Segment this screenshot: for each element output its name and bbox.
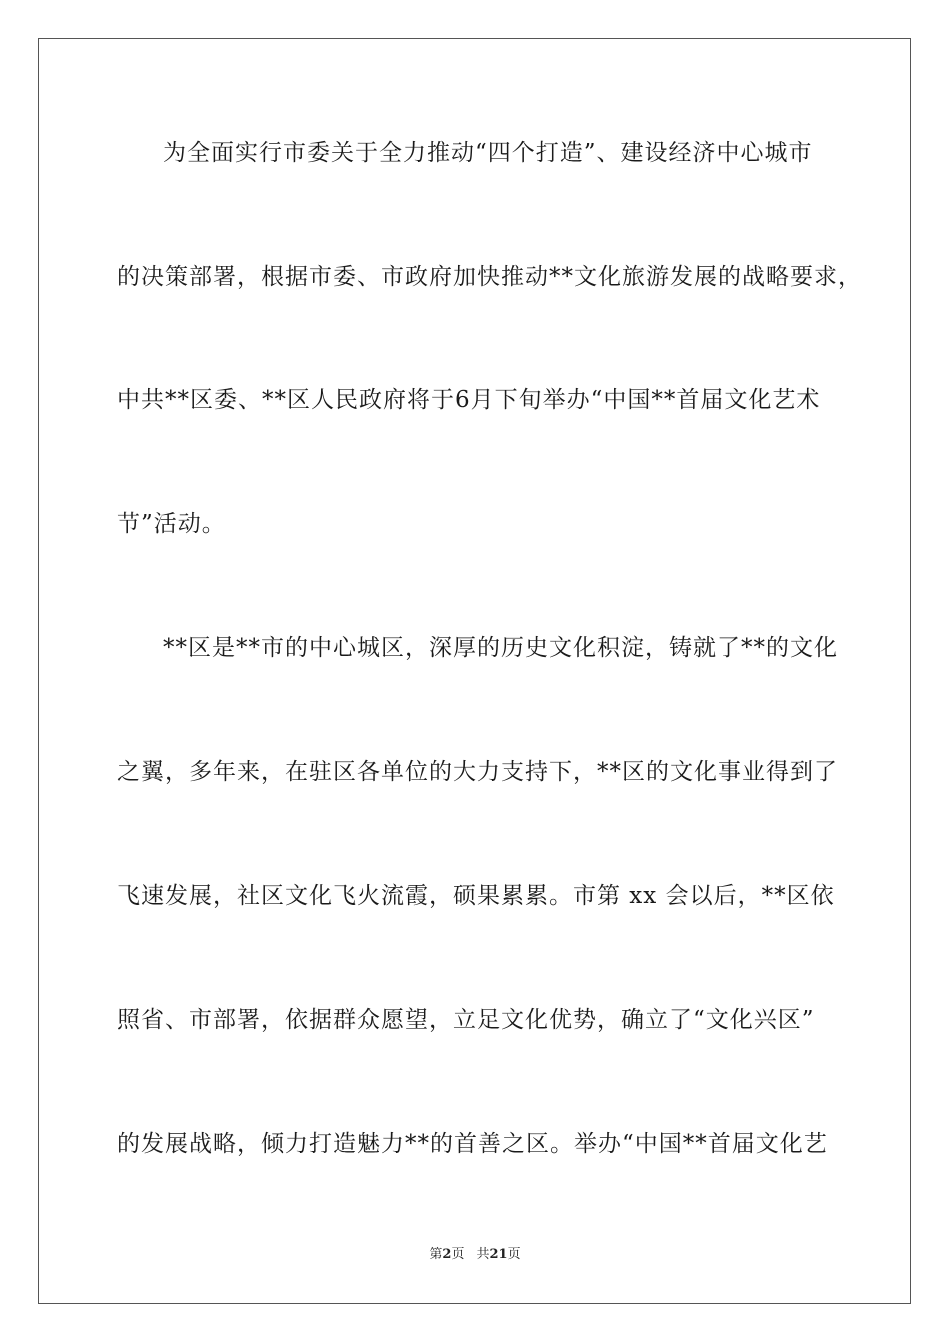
total-suffix: 页 <box>507 1247 521 1262</box>
paragraph-2-line-5: 的发展战略，倾力打造魅力**的首善之区。举办“中国**首届文化艺 <box>117 1131 828 1157</box>
total-pages: 21 <box>489 1247 508 1262</box>
paragraph-1-line-1: 为全面实行市委关于全力推动“四个打造”、建设经济中心城市 <box>163 140 813 166</box>
total-prefix: 共 <box>476 1247 490 1262</box>
paragraph-2-line-1: **区是**市的中心城区，深厚的历史文化积淀，铸就了**的文化 <box>163 635 838 661</box>
paragraph-1-line-3: 中共**区委、**区人民政府将于6月下旬举办“中国**首届文化艺术 <box>117 387 821 413</box>
page-suffix: 页 <box>451 1247 465 1262</box>
page-border <box>38 38 911 1304</box>
paragraph-1-line-2: 的决策部署，根据市委、市政府加快推动**文化旅游发展的战略要求， <box>117 264 862 290</box>
page-number: 2 <box>442 1247 452 1262</box>
paragraph-1-line-4: 节”活动。 <box>117 511 226 537</box>
paragraph-2-line-2: 之翼，多年来，在驻区各单位的大力支持下，**区的文化事业得到了 <box>117 759 838 785</box>
page-prefix: 第 <box>429 1247 443 1262</box>
page-footer <box>0 1247 950 1263</box>
paragraph-2-line-4: 照省、市部署，依据群众愿望，立足文化优势，确立了“文化兴区” <box>117 1007 815 1033</box>
paragraph-2-line-3: 飞速发展，社区文化飞火流霞，硕果累累。市第 xx 会以后，**区依 <box>117 883 835 909</box>
